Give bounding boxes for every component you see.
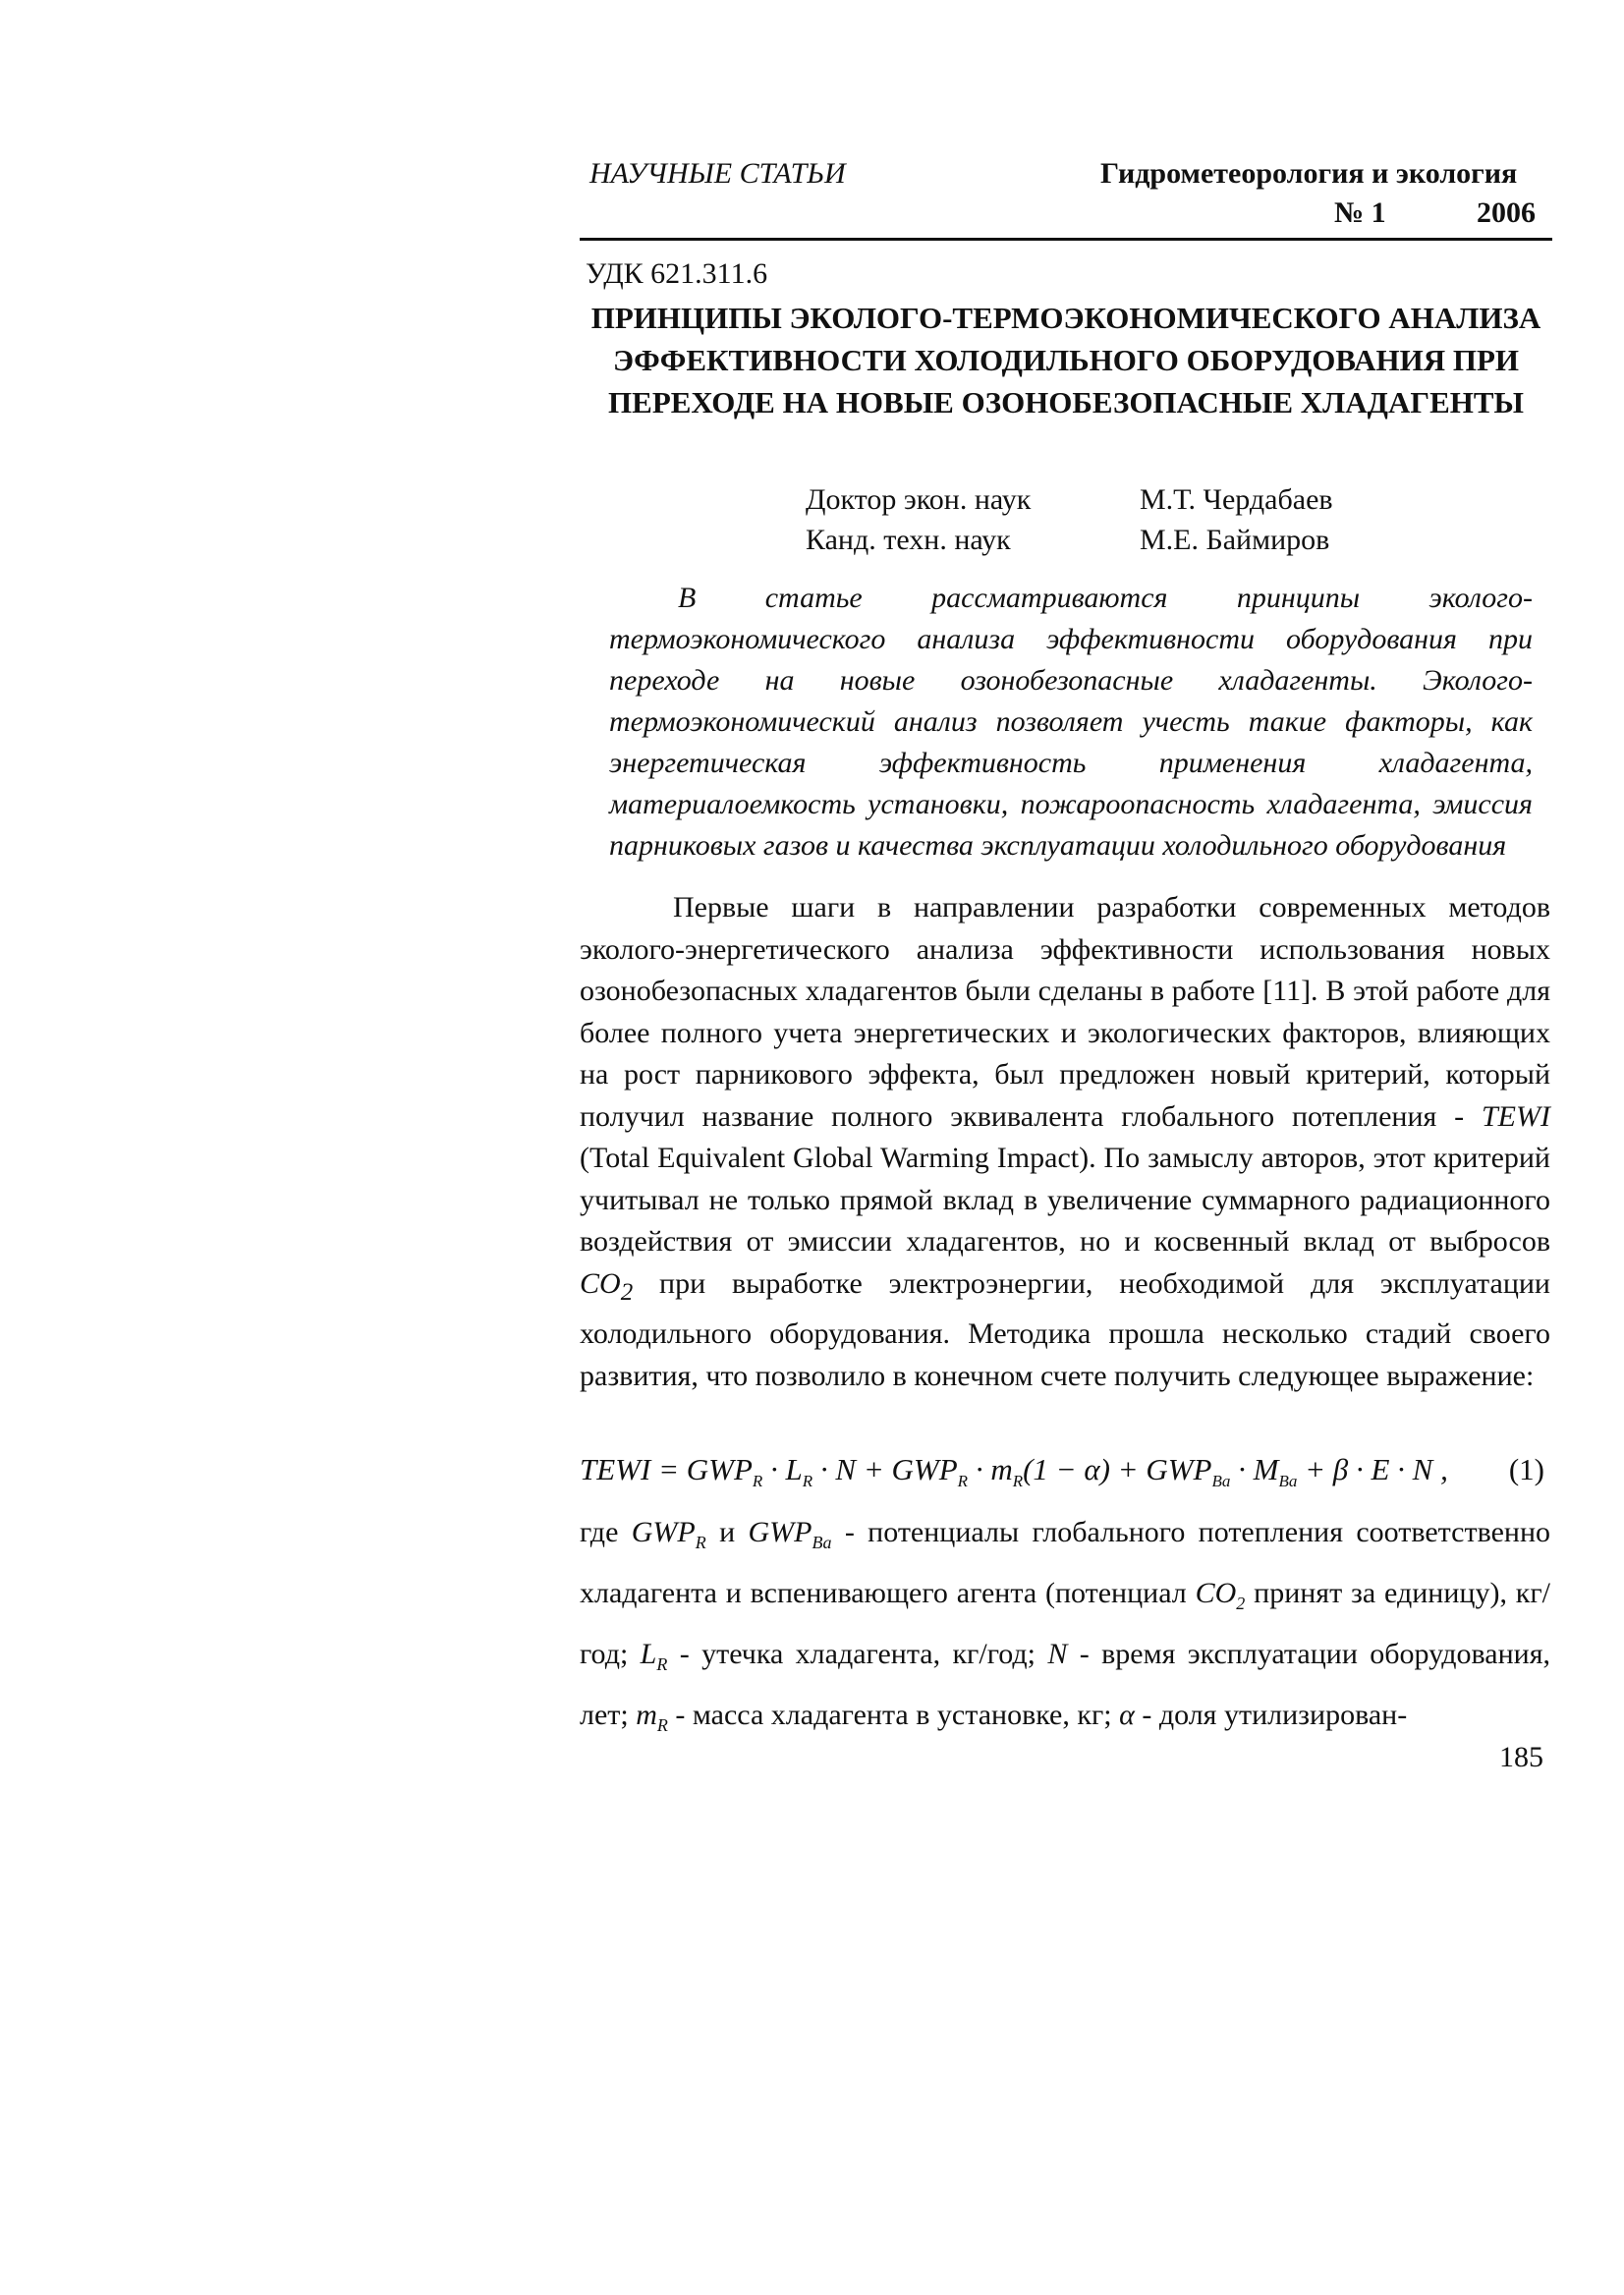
- eq-part: · L: [762, 1452, 803, 1486]
- eq-sub: Ba: [1278, 1472, 1298, 1491]
- eq-sub: R: [752, 1472, 763, 1491]
- journal-title: Гидрометеорология и экология: [1100, 157, 1518, 190]
- m-symbol: m: [636, 1699, 657, 1731]
- issue-number: № 1: [1334, 196, 1386, 229]
- co2-base: CO: [580, 1266, 621, 1300]
- author-degree: Канд. техн. наук: [806, 524, 1011, 556]
- text-run: принят за единицу), кг/год;: [580, 1577, 1550, 1670]
- author-row: [806, 479, 1333, 520]
- l-symbol: L: [640, 1638, 657, 1670]
- text-run: - время эксплуатации оборудования, лет;: [580, 1638, 1550, 1731]
- author-degree: Доктор экон. наук: [806, 483, 1032, 516]
- co2-symbol: [580, 1266, 634, 1306]
- gwp-symbol: GWP: [748, 1516, 812, 1548]
- eq-sub: Ba: [1211, 1472, 1231, 1491]
- sub-r: R: [656, 1654, 668, 1674]
- text-run: - потенциалы глобального потепления соответственно хладагента и вспенивающего агента (потенциал: [580, 1516, 1550, 1609]
- eq-part: (1 − α) + GWP: [1023, 1452, 1212, 1486]
- sub-ba: Ba: [812, 1533, 832, 1552]
- text-run: - масса хладагента в установке, кг;: [667, 1699, 1120, 1731]
- text-run: при выработке электроэнергии, необходимой для эксплуатации холодильного оборудования. Методика прошла несколько стадий своего развития, что позволило в конечном счете получить следующее выражение:: [580, 1266, 1550, 1392]
- text-run: - доля утилизирован-: [1134, 1699, 1408, 1731]
- paragraph: [580, 887, 1550, 1397]
- variable-definitions: [580, 1507, 1550, 1751]
- eq-part: · M: [1230, 1452, 1279, 1486]
- author-name: М.Е. Баймиров: [1140, 524, 1330, 556]
- eq-part: TEWI = GWP: [580, 1452, 753, 1486]
- tewi-term: TEWI: [1482, 1099, 1550, 1133]
- article-title: ПРИНЦИПЫ ЭКОЛОГО-ТЕРМОЭКОНОМИЧЕСКОГО АНАЛИЗА ЭФФЕКТИВНОСТИ ХОЛОДИЛЬНОГО ОБОРУДОВАНИЯ ПРИ ПЕРЕХОДЕ НА НОВЫЕ ОЗОНОБЕЗОПАСНЫЕ ХЛАДАГЕНТЫ: [590, 301, 1541, 420]
- sub-r: R: [695, 1533, 706, 1552]
- text-run: и: [705, 1516, 749, 1548]
- text-run: - утечка хладагента, кг/год;: [667, 1638, 1048, 1670]
- text-run: (Total Equivalent Global Warming Impact). По замыслу авторов, этот критерий учитывал не только прямой вклад в увеличение суммарного радиационного воздействия от эмиссии хладагентов, но и косвенный вклад от выбросов: [580, 1142, 1550, 1258]
- author-list: [806, 479, 1333, 560]
- sub-r: R: [656, 1715, 668, 1735]
- eq-part: + β · E · N ,: [1297, 1452, 1448, 1486]
- equation-1: [580, 1452, 1552, 1501]
- udk-code: УДК 621.311.6: [586, 257, 768, 290]
- eq-part: · N + GWP: [812, 1452, 958, 1486]
- text-run: Первые шаги в направлении разработки современных методов эколого-энергетического анализа эффективности использования новых озонобезопасных хладагентов были сделаны в работе [11]. В этой работе для более полного учета энергетических и экологических факторов, влияющих на рост парникового эффекта, был предложен новый критерий, который получил название полного эквивалента глобального потепления -: [580, 891, 1550, 1133]
- equation-expression: [580, 1452, 1448, 1491]
- page-number: 185: [1499, 1741, 1543, 1773]
- issue-year: 2006: [1477, 196, 1536, 229]
- eq-sub: R: [802, 1472, 813, 1491]
- text-run: где: [580, 1516, 632, 1548]
- eq-part: · m: [968, 1452, 1013, 1486]
- body-text: [580, 887, 1550, 1397]
- eq-sub: R: [957, 1472, 969, 1491]
- equation-number: (1): [1508, 1452, 1544, 1486]
- abstract: В статье рассматриваются принципы эколого-термоэкономического анализа эффективности оборудования при переходе на новые озонобезопасные хладагенты. Эколого-термоэкономический анализ позволяет учесть такие факторы, как энергетическая эффективность применения хладагента, материалоемкость установки, пожароопасность хладагента, эмиссия парниковых газов и качества эксплуатации холодильного оборудования: [609, 582, 1533, 862]
- sub-2: 2: [1236, 1594, 1246, 1613]
- author-row: [806, 520, 1333, 560]
- co2-subscript: 2: [620, 1278, 634, 1306]
- section-label: НАУЧНЫЕ СТАТЬИ: [589, 157, 846, 190]
- n-symbol: N: [1047, 1638, 1068, 1670]
- co2-symbol: CO: [1195, 1577, 1237, 1609]
- author-name: М.Т. Чердабаев: [1140, 483, 1333, 516]
- header-divider: [580, 238, 1552, 241]
- eq-sub: R: [1012, 1472, 1024, 1491]
- alpha-symbol: α: [1119, 1699, 1135, 1731]
- gwp-symbol: GWP: [631, 1516, 696, 1548]
